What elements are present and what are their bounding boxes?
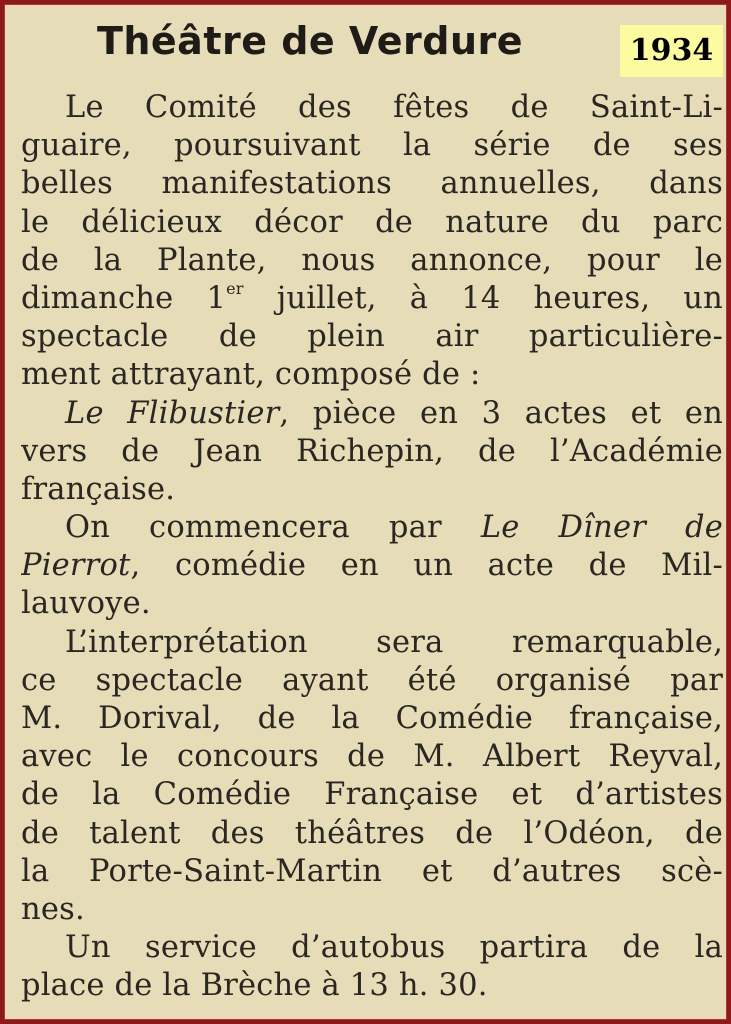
text-line: française. [21, 471, 176, 507]
text-line: Pierrot, comédie en un acte de Mil- [21, 548, 723, 584]
text-line: vers de Jean Richepin, de l’Académie [21, 433, 723, 469]
text-line: avec le concours de M. Albert Reyval, [21, 739, 723, 775]
text-line: Le Flibustier, pièce en 3 actes et en [65, 395, 723, 431]
text-line: lauvoye. [21, 586, 151, 622]
text-line: le délicieux décor de nature du parc [21, 204, 723, 240]
text-line: Un service d’autobus partira de la [65, 930, 723, 966]
play-title: Pierrot [21, 548, 131, 584]
text-line: de la Plante, nous annonce, pour le [21, 242, 723, 278]
article-body [21, 89, 723, 1006]
text-line: belles manifestations annuelles, dans [21, 166, 723, 202]
text-line: dimanche 1er juillet, à 14 heures, un [21, 279, 723, 316]
text-line: ment attrayant, composé de : [21, 357, 481, 393]
text-line: de talent des théâtres de l’Odéon, de [21, 815, 723, 851]
text-line: L’interprétation sera remarquable, [65, 624, 723, 660]
text-line: de la Comédie Française et d’artistes [21, 777, 723, 813]
play-title: Le Dîner de [480, 510, 723, 546]
play-title: Le Flibustier [65, 395, 280, 431]
text-line: place de la Brèche à 13 h. 30. [21, 968, 488, 1004]
text-line: Le Comité des fêtes de Saint-Li- [65, 90, 723, 125]
text-line: nes. [21, 891, 85, 927]
text-line: guaire, poursuivant la série de ses [21, 128, 723, 164]
year-label: 1934 [620, 25, 723, 77]
newspaper-clipping [4, 4, 727, 1020]
text-line: spectacle de plein air particulière- [21, 319, 723, 355]
text-line: M. Dorival, de la Comédie française, [21, 701, 723, 736]
ordinal-superscript: er [226, 279, 244, 298]
text-line: ce spectacle ayant été organisé par [21, 662, 723, 698]
text-line: la Porte-Saint-Martin et d’autres scè- [21, 853, 723, 889]
text-line: On commencera par Le Dîner de [65, 510, 723, 546]
article-headline: Théâtre de Verdure [96, 19, 524, 63]
